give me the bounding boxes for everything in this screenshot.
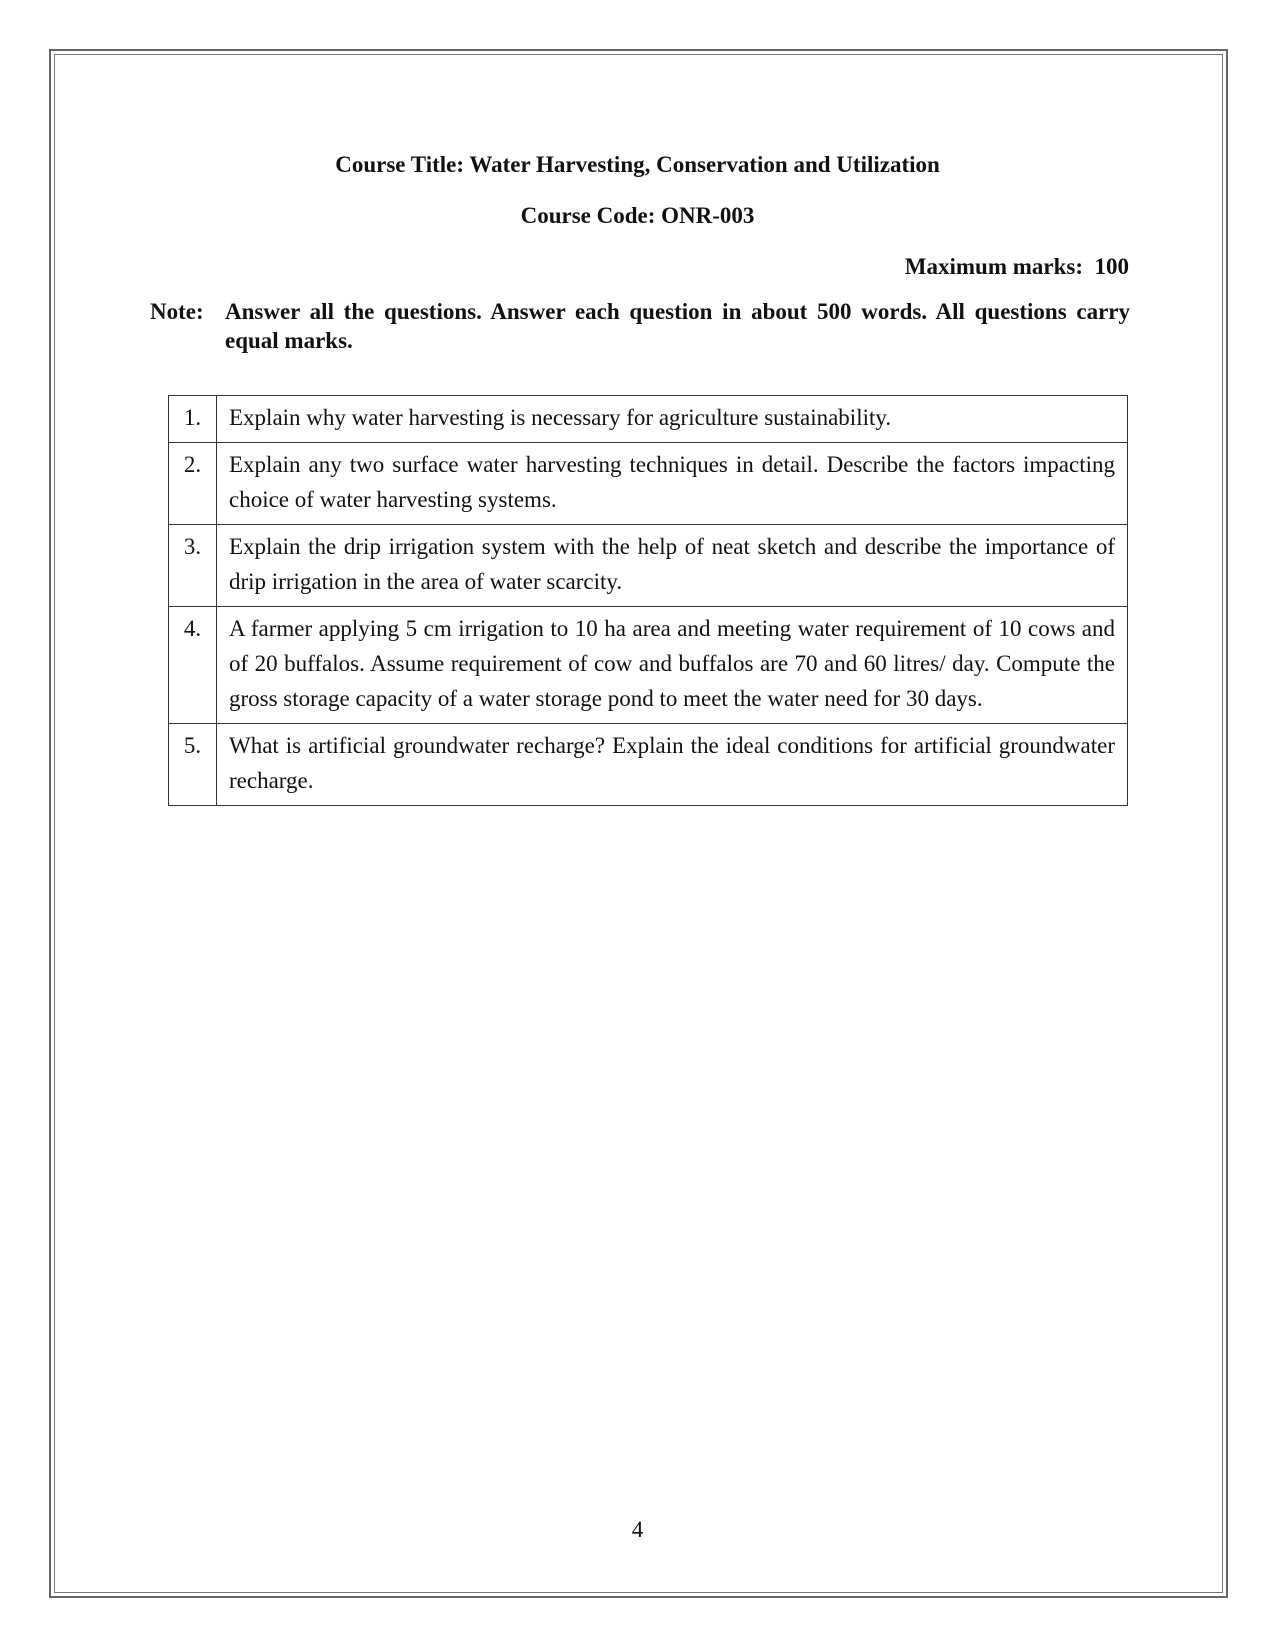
question-row [169,724,1128,806]
question-number: 3. [169,525,217,607]
question-row [169,525,1128,607]
question-row [169,396,1128,443]
questions-table [168,395,1128,806]
question-number: 2. [169,443,217,525]
question-row [169,443,1128,525]
course-title: Course Title: Water Harvesting, Conservation and Utilization [335,152,940,177]
page-border-inner [54,54,1223,1593]
question-number: 4. [169,607,217,724]
note [150,297,1130,355]
maximum-marks: Maximum marks: 100 [904,254,1129,279]
question-text: Explain any two surface water harvesting techniques in detail. Describe the factors impacting choice of water harvesting systems. [217,443,1128,525]
note-text: Answer all the questions. Answer each question in about 500 words. All questions carry equal marks. [225,299,1130,353]
course-code: Course Code: ONR-003 [520,203,755,228]
question-text: Explain the drip irrigation system with the help of neat sketch and describe the importance of drip irrigation in the area of water scarcity. [217,525,1128,607]
question-text: What is artificial groundwater recharge? Explain the ideal conditions for artificial groundwater recharge. [217,724,1128,806]
question-text: Explain why water harvesting is necessary for agriculture sustainability. [217,396,1128,443]
page-number: 4 [631,1517,644,1542]
note-label: Note: [150,299,204,324]
question-number: 5. [169,724,217,806]
question-row [169,607,1128,724]
question-text: A farmer applying 5 cm irrigation to 10 ha area and meeting water requirement of 10 cows and of 20 buffalos. Assume requirement of cow and buffalos are 70 and 60 litres/ day. Compute the gross storage capacity of a water storage pond to meet the water need for 30 days. [217,607,1128,724]
question-number: 1. [169,396,217,443]
